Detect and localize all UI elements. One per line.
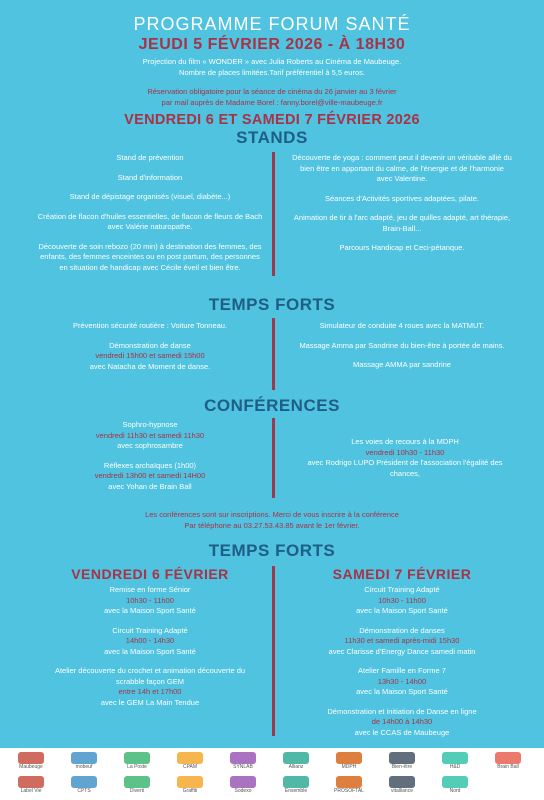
logo-label: H&D <box>449 764 461 770</box>
partner-logo <box>114 752 160 770</box>
stand-item: Découverte de soin rebozo (20 min) à destination des femmes, des enfants, des femmes enceintes ou en post partum, des personnes en situation de handicap avec Cécile éveil et bien être. <box>38 241 262 272</box>
note-line: Les conférences sont sur inscriptions. Merci de vous inscrire à la conférence <box>145 510 399 519</box>
logo-mark-icon <box>230 752 256 764</box>
partner-logo <box>220 752 266 770</box>
temps-forts-right <box>292 321 512 380</box>
partner-logo <box>432 776 478 794</box>
activity-title: Atelier Famille en Forme 7 <box>358 666 446 675</box>
activity-title: Atelier découverte du crochet et animation découverte du scrabble façon GEM <box>54 666 246 686</box>
conference-time: vendredi 10h30 - 11h30 <box>365 447 445 457</box>
temps-forts-heading: TEMPS FORTS <box>208 295 336 314</box>
conferences-right <box>300 437 510 479</box>
activity-host: avec la Maison Sport Santé <box>104 646 196 656</box>
logo-label: La Poste <box>127 764 147 770</box>
logo-label: Nord <box>449 788 461 794</box>
activity-title: Circuit Training Adapté <box>112 625 188 635</box>
thursday-date: JEUDI 5 FÉVRIER 2026 - À 18H30 <box>138 36 406 53</box>
logo-label: MDPH <box>341 764 357 770</box>
logo-label: PROSOFTAL <box>334 788 364 794</box>
logo-mark-icon <box>177 776 203 788</box>
logo-label: Graffiti <box>182 788 198 794</box>
forum-dates: VENDREDI 6 ET SAMEDI 7 FÉVRIER 2026 <box>124 112 420 128</box>
logo-mark-icon <box>177 752 203 764</box>
partner-logo <box>61 776 107 794</box>
partner-logo <box>379 776 425 794</box>
film-line: Nombre de places limitées.Tarif préférentiel à 5,5 euros. <box>179 68 365 77</box>
activity-title: Démonstration et initiation de Danse en ligne <box>327 706 477 716</box>
logo-label: CPAM <box>182 764 198 770</box>
divider <box>272 566 275 736</box>
partner-logo <box>326 752 372 770</box>
logo-mark-icon <box>71 752 97 764</box>
temps-forts-left <box>36 321 264 372</box>
saturday-heading: SAMEDI 7 FÉVRIER <box>332 566 472 582</box>
divider <box>272 318 275 390</box>
event-item: Massage Amma par Sandrine du bien-être à portée de mains. <box>299 340 505 350</box>
conference-title: Sophro-hypnose <box>122 420 178 429</box>
event-time: vendredi 15h00 et samedi 15h00 <box>95 351 205 360</box>
activity-host: avec Clarisse d'Energy Dance samedi matin <box>328 646 476 656</box>
friday-heading: VENDREDI 6 FÉVRIER <box>71 566 229 582</box>
stands-right <box>292 153 512 263</box>
logo-mark-icon <box>71 776 97 788</box>
note-line: Par téléphone au 03.27.53.43.85 avant le 1er février. <box>184 520 360 530</box>
logo-label: Ensemble <box>284 788 308 794</box>
stand-item: Stand de dépistage organisés (visuel, diabète...) <box>69 192 231 201</box>
activity-title: Démonstration de danses <box>359 625 445 635</box>
partner-logo <box>167 776 213 794</box>
event-item: Prévention sécurité routière : Voiture Tonneau. <box>72 321 228 330</box>
logo-mark-icon <box>495 752 521 764</box>
stand-item: Parcours Handicap et Ceci-pétanque. <box>339 243 465 252</box>
stand-item: Stand de prévention <box>116 153 184 162</box>
stand-item: Stand d'information <box>117 172 183 182</box>
stand-item: Animation de tir à l'arc adapté, jeu de quilles adapté, art thérapie, Brain-Ball... <box>293 213 511 233</box>
page-title: PROGRAMME FORUM SANTÉ <box>133 14 411 34</box>
conference-title: Réflexes archaïques (1h00) <box>103 460 197 470</box>
activity-time: 10h30 - 11h00 <box>378 595 426 605</box>
divider <box>272 152 275 276</box>
logo-mark-icon <box>283 752 309 764</box>
partner-logo <box>432 752 478 770</box>
logo-mark-icon <box>442 752 468 764</box>
logo-mark-icon <box>389 752 415 764</box>
logo-label: CPTS <box>77 788 91 794</box>
temps-forts-2-heading: TEMPS FORTS <box>208 541 336 560</box>
event-host: avec Natacha de Moment de danse. <box>89 361 211 371</box>
activity-title: Remise en forme Sénior <box>109 585 191 594</box>
conference-time: vendredi 13h00 et samedi 14H00 <box>94 471 206 480</box>
logo-mark-icon <box>124 776 150 788</box>
activity-time: 14h00 - 14h30 <box>125 636 175 645</box>
film-info <box>0 56 544 78</box>
conference-title: Les voies de recours à la MDPH <box>351 437 459 446</box>
activity-time: 10h30 - 11h00 <box>126 595 174 605</box>
divider <box>272 418 275 498</box>
logo-mark-icon <box>442 776 468 788</box>
partner-logo <box>485 752 531 770</box>
conference-host: avec Yohan de Brain Ball <box>108 481 192 491</box>
event-item: Massage AMMA par sandrine <box>353 360 451 369</box>
friday-events <box>36 585 264 708</box>
partner-logo <box>8 776 54 794</box>
logo-label: Label Vie <box>20 788 42 794</box>
logo-mark-icon <box>18 776 44 788</box>
logo-label: Allianz <box>288 764 304 770</box>
logo-label: mobeuf <box>75 764 93 770</box>
partner-logo <box>273 776 319 794</box>
saturday-events <box>292 585 512 738</box>
partner-logo <box>8 752 54 770</box>
logo-label: Sodexo <box>234 788 252 794</box>
event-item: Simulateur de conduite 4 roues avec la MATMUT. <box>319 321 485 330</box>
logo-mark-icon <box>18 752 44 764</box>
logo-label: SYNLAB <box>233 764 253 770</box>
activity-host: avec le CCAS de Maubeuge <box>354 727 450 737</box>
resa-line: Réservation obligatoire pour la séance de cinéma du 26 janvier au 3 février <box>147 87 397 96</box>
reservation-info <box>0 86 544 108</box>
activity-host: avec le GEM La Main Tendue <box>100 697 200 707</box>
logo-mark-icon <box>336 776 362 788</box>
partner-logo <box>273 752 319 770</box>
activity-host: avec la Maison Sport Santé <box>356 606 448 615</box>
logo-label: Diverti <box>129 788 145 794</box>
partner-logos-strip <box>0 748 544 800</box>
film-line: Projection du film « WONDER » avec Julia Roberts au Cinéma de Maubeuge. <box>142 57 402 66</box>
conferences-heading: CONFÉRENCES <box>204 396 340 415</box>
conference-host: avec Rodrigo LUPO Président de l'association l'égalité des chances, <box>307 458 503 478</box>
partner-logo <box>167 752 213 770</box>
logo-label: Bien-être <box>391 764 413 770</box>
activity-title: Circuit Training Adapté <box>364 585 440 594</box>
activity-time: de 14h00 à 14h30 <box>371 717 433 726</box>
activity-time: entre 14h et 17h00 <box>118 687 182 696</box>
conference-host: avec sophrosambre <box>117 441 183 450</box>
activity-time: 13h30 - 14h00 <box>377 676 427 686</box>
activity-host: avec la Maison Sport Santé <box>104 606 196 615</box>
logo-mark-icon <box>124 752 150 764</box>
logo-mark-icon <box>389 776 415 788</box>
resa-line: par mail auprès de Madame Borel : fanny.borel@ville-maubeuge.fr <box>161 98 383 107</box>
conference-note <box>0 510 544 531</box>
logo-label: vitalliance <box>391 788 413 794</box>
stands-heading: STANDS <box>236 128 308 147</box>
activity-time: 11h30 et samedi après-midi 15h30 <box>344 636 460 645</box>
logo-mark-icon <box>283 776 309 788</box>
conferences-left <box>36 420 264 492</box>
partner-logo <box>114 776 160 794</box>
stand-item: Séances d'Activités sportives adaptées, pilate. <box>324 193 480 203</box>
stand-item: Découverte de yoga : comment peut il devenir un véritable allié du bien être en apportant du calme, de l'énergie et de l'harmonie avec Valentine. <box>292 153 512 183</box>
partner-logo <box>220 776 266 794</box>
logo-label: Brain Ball <box>497 764 519 770</box>
partner-logo <box>326 776 372 794</box>
partner-logo <box>61 752 107 770</box>
partner-logo <box>379 752 425 770</box>
logo-mark-icon <box>230 776 256 788</box>
activity-host: avec la Maison Sport Santé <box>356 687 448 696</box>
logo-label: Maubeuge <box>19 764 43 770</box>
conference-time: vendredi 11h30 et samedi 11h30 <box>95 430 205 440</box>
stands-left <box>36 153 264 282</box>
event-item: Démonstration de danse <box>109 340 191 350</box>
stand-item: Création de flacon d'huiles essentielles, de flacon de fleurs de Bach avec Valérie naturopathe. <box>37 211 263 231</box>
logo-mark-icon <box>336 752 362 764</box>
